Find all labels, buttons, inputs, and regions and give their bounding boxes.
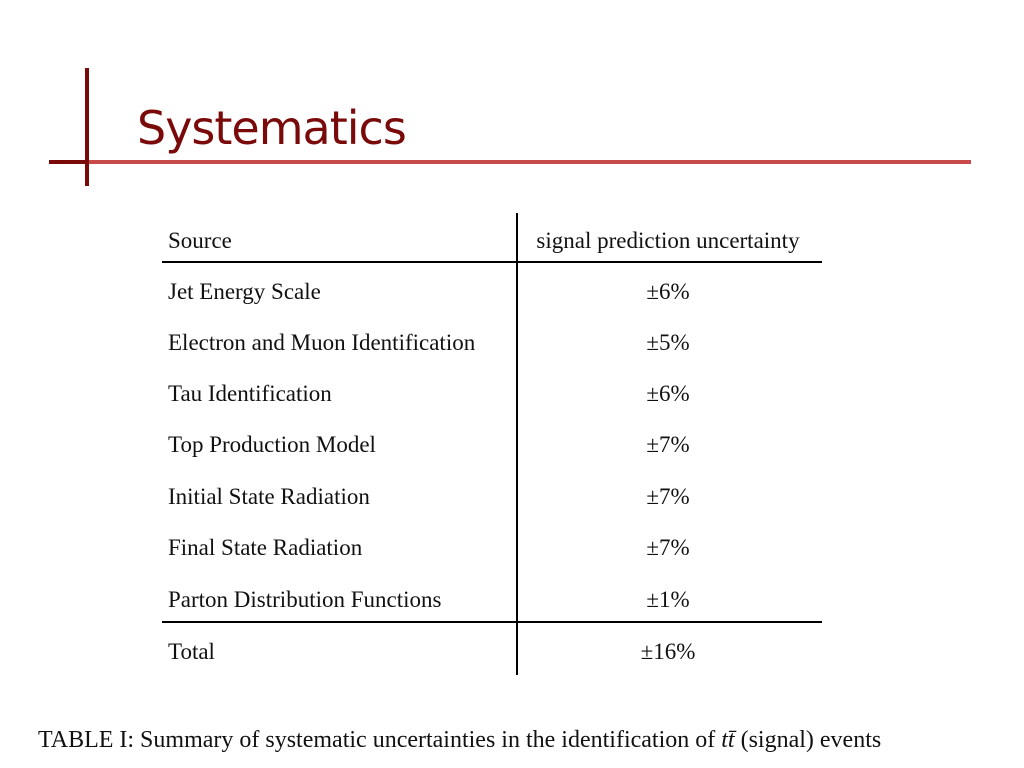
row-uncertainty: ±7% [646, 535, 690, 560]
caption-prefix: TABLE I: Summary of systematic uncertainties in the identification of [38, 727, 722, 753]
header-uncertainty: signal prediction uncertainty [536, 228, 800, 253]
header-source: Source [168, 228, 232, 253]
table-row [162, 522, 822, 574]
table-row [162, 368, 822, 420]
table-row [162, 266, 822, 318]
table-row [162, 471, 822, 523]
row-uncertainty: ±7% [646, 432, 690, 457]
title-accent-horizontal-line-left [49, 160, 89, 164]
total-label: Total [168, 639, 215, 664]
row-uncertainty: ±5% [646, 330, 690, 355]
caption-math: tt̄ [721, 727, 735, 753]
row-uncertainty: ±7% [646, 484, 690, 509]
row-source: Parton Distribution Functions [168, 587, 442, 612]
title-accent-vertical-line [85, 68, 89, 186]
total-rule [162, 621, 822, 623]
row-uncertainty: ±1% [646, 587, 690, 612]
row-uncertainty: ±6% [646, 381, 690, 406]
row-source: Final State Radiation [168, 535, 363, 560]
row-source: Electron and Muon Identification [168, 330, 476, 355]
total-uncertainty: ±16% [640, 639, 696, 664]
table-row [162, 574, 822, 626]
table-header-row [162, 215, 822, 267]
systematics-table [162, 213, 822, 675]
title-accent-horizontal-line [49, 160, 971, 164]
row-source: Initial State Radiation [168, 484, 370, 509]
row-source: Tau Identification [168, 381, 332, 406]
table-total-row [162, 626, 822, 678]
table-caption [38, 727, 881, 754]
row-source: Jet Energy Scale [168, 279, 321, 304]
caption-suffix: (signal) events [734, 727, 882, 753]
page-title: Systematics [137, 101, 406, 155]
row-uncertainty: ±6% [646, 279, 690, 304]
header-rule [162, 261, 822, 263]
row-source: Top Production Model [168, 432, 376, 457]
table-row [162, 317, 822, 369]
table-row [162, 419, 822, 471]
